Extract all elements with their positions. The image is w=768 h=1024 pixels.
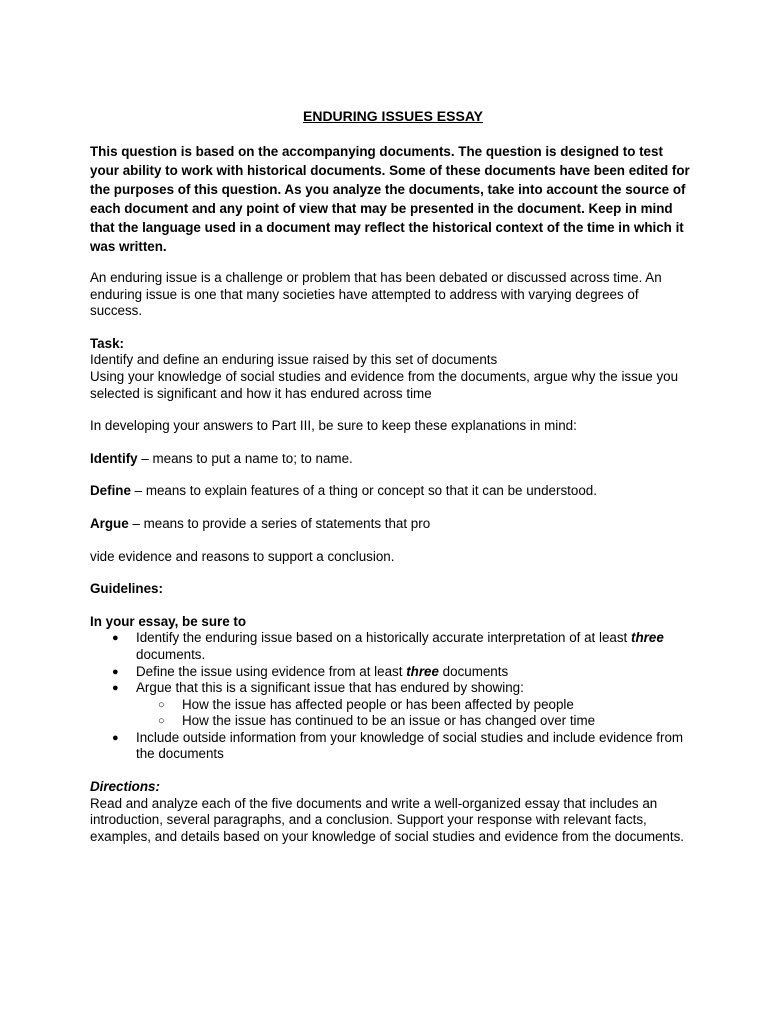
list-item (112, 730, 690, 763)
list-item-text: Include outside information from your knowledge of social studies and include evidence from the documents (136, 729, 684, 762)
task-line-1: Identify and define an enduring issue raised by this set of documents (90, 352, 498, 368)
intro-paragraph: This question is based on the accompanying documents. The question is designed to test your ability to work with historical documents. Some of these documents have been edited for the purposes of this question. As you analyze the documents, take into account the source of each document and any point of view that may be presented in the document. Keep in mind that the language used in a document may reflect the historical context of the time in which it was written. (90, 144, 690, 254)
task-heading: Task: (90, 335, 124, 351)
bullet-icon: ● (112, 665, 119, 678)
list-item (112, 680, 690, 730)
bullet-icon: ● (112, 731, 119, 744)
hollow-bullet-icon: ○ (158, 715, 165, 728)
sub-list-item-text: How the issue has continued to be an issue or has changed over time (182, 713, 596, 729)
sub-list-item-text: How the issue has affected people or has been affected by people (182, 696, 574, 712)
define-term: Define (90, 483, 131, 499)
directions-block (90, 779, 690, 845)
hollow-bullet-icon: ○ (158, 698, 165, 711)
argue-continuation: vide evidence and reasons to support a conclusion. (90, 548, 395, 564)
guidelines-subheading: In your essay, be sure to (90, 613, 247, 629)
list-item-text: documents. (136, 646, 206, 662)
argue-definition (90, 516, 690, 533)
list-item-text: Identify the enduring issue based on a historically accurate interpretation of at least (136, 630, 632, 646)
emphasis-three: three (631, 630, 664, 646)
define-block (90, 483, 690, 500)
guidelines-list (90, 630, 690, 763)
task-line-2: Using your knowledge of social studies and evidence from the documents, argue why the issue you selected is significant and how it has endured across time (90, 368, 679, 401)
identify-block (90, 451, 690, 468)
identify-term: Identify (90, 450, 138, 466)
argue-continuation-block (90, 549, 690, 566)
directions-heading: Directions: (90, 779, 160, 795)
argue-text: – means to provide a series of statements that pro (128, 515, 431, 531)
list-item-text: documents (438, 663, 509, 679)
guidelines-list-block (90, 614, 690, 763)
define-definition (90, 483, 690, 500)
sub-list-item (158, 697, 690, 714)
definition-block (90, 270, 690, 320)
bullet-icon: ● (112, 682, 119, 695)
list-item-text: Define the issue using evidence from at least (136, 663, 407, 679)
sub-list-item (158, 713, 690, 730)
developing-block (90, 418, 690, 435)
directions-text: Read and analyze each of the five documents and write a well-organized essay that includes an introduction, several paragraphs, and a conclusion. Support your response with relevant facts, examples, and details based on your knowledge of social studies and evidence from the documents. (90, 795, 685, 844)
argue-block (90, 516, 690, 533)
emphasis-three: three (406, 663, 439, 679)
define-text: – means to explain features of a thing or concept so that it can be understood. (130, 483, 597, 499)
identify-definition (90, 451, 690, 468)
developing-paragraph: In developing your answers to Part III, be sure to keep these explanations in mind: (90, 418, 577, 434)
list-item-text: Argue that this is a significant issue that has endured by showing: (136, 680, 524, 696)
task-block (90, 336, 690, 402)
definition-paragraph: An enduring issue is a challenge or problem that has been debated or discussed across time. An enduring issue is one that many societies have attempted to address with varying degrees of success. (90, 270, 662, 319)
guidelines-heading-block (90, 581, 690, 598)
page-title: ENDURING ISSUES ESSAY (303, 108, 483, 124)
list-item (112, 664, 690, 681)
argue-term: Argue (90, 515, 129, 531)
list-item (112, 630, 690, 663)
bullet-icon: ● (112, 632, 119, 645)
document-page (90, 108, 690, 861)
guidelines-heading: Guidelines: (90, 581, 163, 597)
identify-text: – means to put a name to; to name. (137, 450, 353, 466)
sub-list (136, 697, 690, 730)
